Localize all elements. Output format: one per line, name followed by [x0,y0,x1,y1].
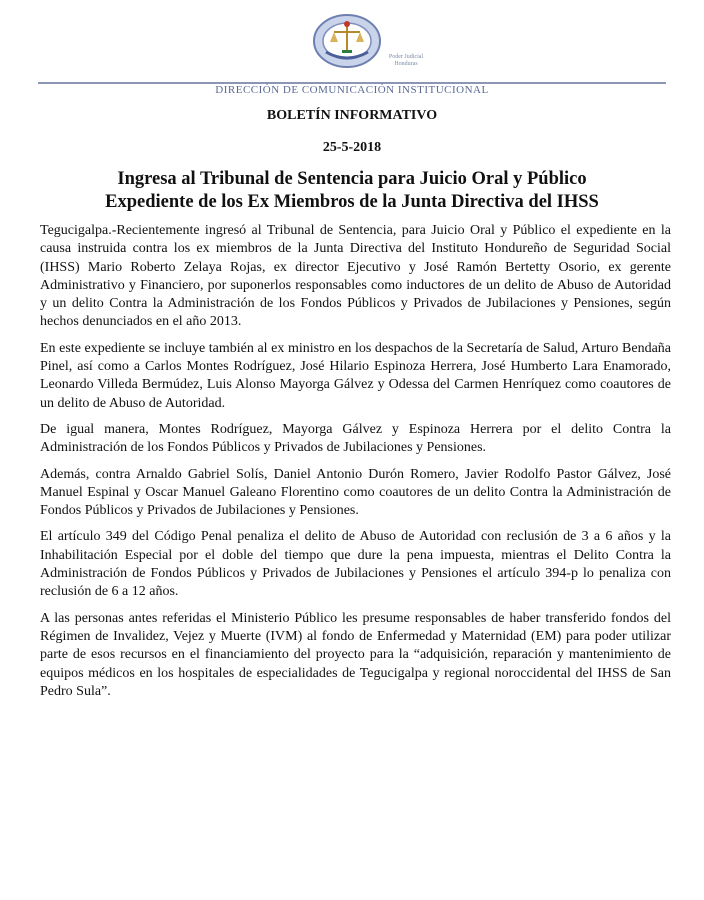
paragraph: Tegucigalpa.-Recientemente ingresó al Tribunal de Sentencia, para Juicio Oral y Público el expediente en la causa instruida contra los ex miembros de la Junta Directiva del Instituto Hondureño de Seguridad Social (IHSS) Mario Roberto Zelaya Rojas, ex director Ejecutivo y José Ramón Bertetty Osorio, ex gerente Administrativo y Financiero, por suponerlos responsables como inductores de un delito de Abuso de Autoridad y un delito Contra la Administración de los Fondos Públicos y Privados de Jubilaciones y Pensiones, según hechos denunciados en el año 2013. [40,223,671,330]
logo-caption: Poder Judicial Honduras [388,54,424,67]
paragraph: De igual manera, Montes Rodríguez, Mayorga Gálvez y Espinoza Herrera por el delito Contra la Administración de los Fondos Públicos y Privados de Jubilaciones y Pensiones. [40,421,671,456]
paragraph: En este expediente se incluye también al ex ministro en los despachos de la Secretaría de Salud, Arturo Bendaña Pinel, así como a Carlos Montes Rodríguez, José Hilario Espinoza Herrera, José Humberto Lara Enamorado, Leonardo Villeda Bermúdez, Luis Alonso Mayorga Gálvez y Odessa del Carmen Henríquez como coautores de un delito de Abuso de Autoridad. [40,340,671,411]
document-header [0,0,704,96]
headline-line-2: Expediente de los Ex Miembros de la Junta Directiva del IHSS [105,192,599,212]
article-body [40,222,671,709]
paragraph: Además, contra Arnaldo Gabriel Solís, Daniel Antonio Durón Romero, Javier Rodolfo Pastor Gálvez, José Manuel Espinal y Oscar Manuel Galeano Florentino como coautores de un delito Contra la Administración de Fondos Públicos y Privados de Jubilaciones y Pensiones. [40,466,671,519]
bulletin-date: 25-5-2018 [322,140,382,155]
headline [30,168,674,214]
poder-judicial-seal-icon [312,12,382,70]
department-name: DIRECCIÓN DE COMUNICACIÓN INSTITUCIONAL [215,84,489,96]
bulletin-label: BOLETÍN INFORMATIVO [266,108,438,123]
headline-line-1: Ingresa al Tribunal de Sentencia para Juicio Oral y Público [117,169,587,189]
paragraph: A las personas antes referidas el Ministerio Público les presume responsables de haber transferido fondos del Régimen de Invalidez, Vejez y Muerte (IVM) al fondo de Enfermedad y Maternidad (EM) para poder utilizar parte de esos recursos en el financiamiento del proyecto para la “adquisición, reparación y mantenimiento de equipos médicos en los hospitales de especialidades de Tegucigalpa y regional noroccidental del IHSS de San Pedro Sula”. [40,610,671,699]
paragraph: El artículo 349 del Código Penal penaliza el delito de Abuso de Autoridad con reclusión de 3 a 6 años y la Inhabilitación Especial por el doble del tiempo que dure la pena impuesta, mientras el Delito Contra la Administración de Fondos Públicos y Privados de Jubilaciones y Pensiones el artículo 394-p lo penaliza con reclusión de 6 a 12 años. [40,529,671,600]
